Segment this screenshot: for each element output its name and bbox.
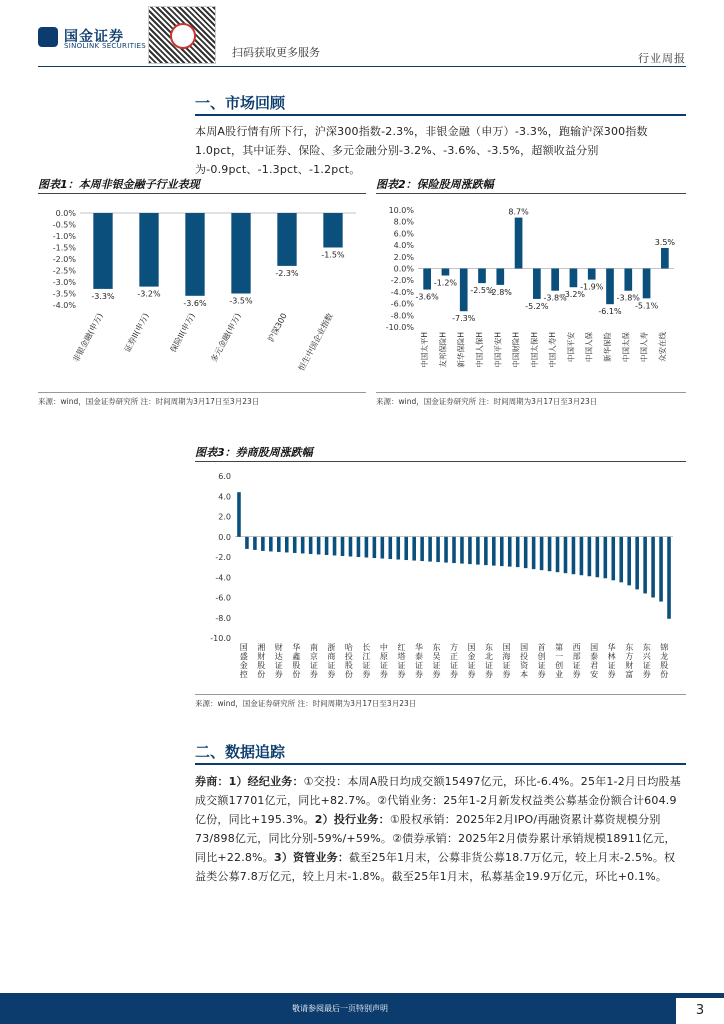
brokerage-label: 1）经纪业务： [228,775,304,788]
category-label: 锦龙股份 [660,643,669,679]
bar [381,537,385,559]
fig3-rule [195,461,686,462]
bar [325,537,329,555]
bar [627,537,631,586]
category-label: 东北证券 [485,643,494,679]
data-label: -3.8% [616,293,640,303]
bar [556,537,560,572]
bar [604,537,608,579]
section-title-market-review: 一、市场回顾 [195,94,286,112]
bar [659,537,663,602]
bar [444,537,448,563]
category-label: 华泰证券 [414,643,423,679]
bar [231,213,250,294]
y-tick-label: -6.0 [215,593,231,603]
category-label: 国海证券 [502,643,511,679]
logo-icon [38,27,58,47]
bar [442,269,450,276]
bar [420,537,424,561]
y-tick-label: 4.0% [393,241,414,251]
category-label: 国金证券 [467,643,476,679]
y-tick-label: -4.0% [390,287,414,297]
category-label: 湘财股份 [257,643,266,679]
bar [185,213,204,296]
bar [478,269,486,284]
category-label: 首创证券 [537,643,546,679]
report-type: 行业周报 [638,52,686,65]
category-label: 红塔证券 [397,643,406,679]
y-tick-label: -2.0% [52,255,76,264]
bar [341,537,345,556]
bar [496,269,504,285]
y-tick-label: 0.0 [218,532,231,542]
bar [635,537,639,590]
y-tick-label: 6.0 [218,472,231,481]
bar [323,213,342,248]
data-label: -3.6% [183,298,207,308]
bar [611,537,615,581]
category-label: 非银金融(申万) [71,311,105,364]
data-label: -7.3% [452,314,476,324]
y-tick-label: 0.0% [393,264,414,274]
y-tick-label: 2.0 [218,512,231,522]
bar [661,248,669,268]
category-label: 中国人保H [475,332,484,368]
footer-notice: 敬请参阅最后一页特别声明 [292,1004,388,1013]
data-label: -3.2% [137,289,161,299]
category-label: 西部证券 [572,643,581,679]
data-label: -5.2% [525,301,549,311]
page-number: 3 [676,998,724,1024]
category-label: 沪深300 [266,311,289,344]
y-tick-label: -10.0% [385,323,414,332]
data-label: -2.8% [488,287,512,297]
ib-text: ①股权承销：2025年2月IPO/再融资累计募资规模分别73/898亿元，同比分别-59%/+59%。②债券承销：2025年2月债券累计承销规模18911亿元，同比+22.8%。 [195,813,676,864]
fig3-bottom-rule [195,694,686,695]
category-label: 众安在线 [657,332,667,362]
data-label: -6.1% [598,307,622,317]
bar [412,537,416,561]
bar [428,537,432,562]
y-tick-label: -1.0% [52,232,76,241]
data-label: -3.5% [229,296,253,306]
chart-broker-stocks [195,466,686,692]
category-label: 中国人寿 [639,332,649,362]
bar [524,537,528,568]
bar [388,537,392,559]
bar [404,537,408,560]
data-label: 8.7% [508,207,529,217]
y-tick-label: -6.0% [390,299,414,309]
category-label: 东兴证券 [642,643,651,679]
category-label: 中国平安H [493,332,503,368]
bar [237,492,241,537]
category-label: 新华保险H [456,332,466,368]
scan-text: 扫码获取更多服务 [232,46,320,59]
category-label: 国盛金控 [239,643,248,679]
data-label: 3.5% [654,238,676,248]
bar [588,269,596,280]
bar [365,537,369,558]
y-tick-label: 6.0% [393,229,414,239]
category-label: 南京证券 [309,643,318,679]
market-review-paragraph: 本周A股行情有所下行，沪深300指数-2.3%，非银金融（申万）-3.3%，跑输沪深300指数1.0pct，其中证券、保险、多元金融分别-3.2%、-3.6%、-3.5%，超额收益分别为-0.9pct、-1.3pct、-1.2pct。 [195,125,648,176]
data-label: -5.1% [634,301,659,311]
logo-subtext: SINOLINK SECURITIES [64,42,146,50]
category-label: 恒生中国企业指数 [296,311,335,373]
category-label: 东吴证券 [432,643,441,679]
bar [651,537,655,598]
bar [309,537,313,554]
bar [588,537,592,576]
section-rule [195,114,686,116]
data-label: -3.2% [561,290,586,300]
category-label: 新华保险 [603,332,612,362]
category-label: 长江证券 [362,643,371,679]
bar [572,537,576,574]
fig2-title: 图表2：保险股周涨跌幅 [376,178,494,191]
bar [643,269,651,299]
category-label: 保险II(申万) [168,311,197,354]
bar [548,537,552,571]
ib-label: 2）投行业务： [314,813,390,826]
am-text: 截至25年1月末，公募非货公募18.7万亿元，较上月末-2.5%。权益类公募7.8万亿元，较上月末-1.8%。截至25年1月末，私募基金19.9万亿元，环比+0.1%。 [195,851,676,883]
bar [515,218,523,269]
category-label: 中国太保H [529,332,539,368]
y-tick-label: 4.0 [218,492,231,502]
fig2-source: 来源：wind，国金证券研究所 注：时间周期为3月17日至3月23日 [376,397,598,406]
bar [436,537,440,562]
data-label: -1.9% [580,282,604,292]
bar [396,537,400,560]
y-tick-label: 0.0% [55,209,76,218]
bar [423,269,431,290]
bar [500,537,504,566]
fig3-source: 来源：wind，国金证券研究所 注：时间周期为3月17日至3月23日 [195,699,417,708]
y-tick-label: -4.0% [52,301,76,310]
data-label: -1.5% [321,250,345,260]
bar [373,537,377,558]
y-tick-label: -2.0% [390,276,414,286]
category-label: 中国太保 [621,332,631,362]
broker-lead: 券商： [195,775,229,788]
bar [93,213,112,289]
bar [540,537,544,570]
fig3-title: 图表3：券商股周涨跌幅 [195,446,313,459]
bar [516,537,520,567]
bar [624,269,632,291]
bar [269,537,273,552]
category-label: 中国人保 [584,332,594,362]
bar [468,537,472,564]
bar [476,537,480,565]
category-label: 哈投股份 [344,643,353,679]
category-label: 浙商证券 [327,643,336,679]
data-label: -2.5% [470,286,494,296]
logo-text: 国金证券 [64,29,124,45]
data-label: -3.3% [91,291,115,301]
bar [570,269,578,288]
bar [460,269,468,312]
bar [492,537,496,566]
y-tick-label: 10.0% [388,206,414,215]
chart-insurance-stocks [376,198,686,390]
bar [277,213,296,266]
data-label: -1.2% [433,278,458,288]
category-label: 中国人寿H [548,332,558,368]
data-label: -3.6% [415,292,439,302]
y-tick-label: -10.0 [210,634,231,643]
category-label: 国泰君安 [590,643,599,679]
bar [606,269,614,305]
header-divider [38,66,686,67]
category-label: 华鑫股份 [292,643,301,679]
y-tick-label: -2.0 [215,553,231,562]
bar [551,269,559,291]
brokerage-text: ①交投：本周A股日均成交额15497亿元，环比-6.4%。25年1-2月日均股基成交额17701亿元，同比+82.7%。②代销业务：25年1-2月新发权益类公募基金份额合计604.9亿份，同比+195.3%。 [195,775,681,826]
fig1-rule [38,193,366,194]
section-title-data-tracking: 二、数据追踪 [195,743,286,761]
fig2-bottom-rule [376,392,686,393]
category-label: 多元金融(申万) [209,311,243,364]
y-tick-label: -3.0% [52,278,76,287]
bar [245,537,249,549]
category-label: 华林证券 [607,643,616,679]
bar [580,537,584,575]
bar [301,537,305,554]
bar [532,537,536,569]
y-tick-label: 8.0% [393,217,414,227]
y-tick-label: 2.0% [393,252,414,262]
y-tick-label: -1.5% [52,243,76,253]
bar [317,537,321,555]
fig1-title: 图表1：本周非银金融子行业表现 [38,178,200,191]
bar [667,537,671,619]
fig2-rule [376,193,686,194]
category-label: 第一创业 [555,643,564,679]
bar [596,537,600,578]
data-label: -2.3% [275,268,299,278]
category-label: 证券II(申万) [122,311,151,354]
y-tick-label: -8.0% [390,311,414,321]
category-label: 方正证券 [450,643,458,679]
y-tick-label: -2.5% [52,266,76,276]
bar [357,537,361,557]
category-label: 财达证券 [274,643,283,679]
bar [484,537,488,565]
bar [460,537,464,564]
bar [333,537,337,556]
bar [277,537,281,552]
bar [643,537,647,594]
fig1-source: 来源：wind，国金证券研究所 注：时间周期为3月17日至3月23日 [38,397,260,406]
category-label: 中国财险H [511,332,521,368]
fig1-bottom-rule [38,392,366,393]
category-label: 中国平安 [566,332,576,362]
category-label: 友邦保险H [438,332,448,368]
bar [349,537,353,557]
section-rule [195,763,686,765]
bar [619,537,623,583]
data-label: -3.8% [543,293,567,303]
bar [293,537,297,553]
am-label: 3）资管业务： [273,851,350,864]
bar [285,537,289,553]
bar [261,537,265,551]
bar [533,269,541,299]
category-label: 中原证券 [379,643,388,679]
bar [139,213,158,287]
category-label: 东方财富 [625,643,634,679]
bar [564,537,568,573]
bar [508,537,512,567]
bar [253,537,257,550]
y-tick-label: -8.0 [215,613,231,623]
y-tick-label: -3.5% [52,289,76,299]
y-tick-label: -4.0 [215,573,231,583]
chart-nonbank-subindustry [38,198,366,390]
category-label: 国投资本 [520,643,529,679]
bar [452,537,456,563]
data-tracking-paragraph [195,772,686,886]
category-label: 中国太平H [420,332,430,368]
qr-center-icon [170,23,196,49]
y-tick-label: -0.5% [52,220,76,230]
